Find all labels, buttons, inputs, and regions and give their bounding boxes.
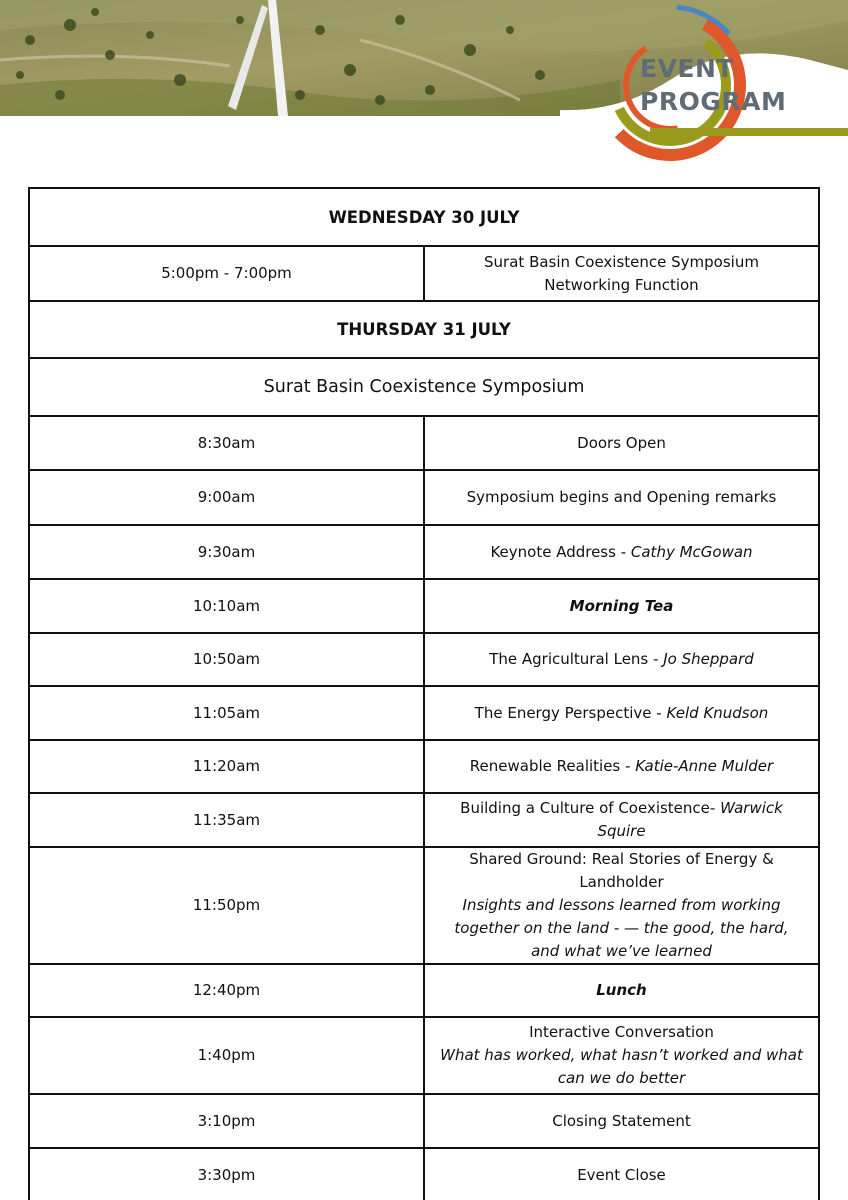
session-title: Interactive Conversation	[529, 1023, 714, 1041]
session-time: 9:30am	[29, 525, 424, 579]
session-cell	[424, 793, 819, 847]
session-time: 10:50am	[29, 633, 424, 686]
table-row	[29, 470, 819, 525]
session-title: Closing Statement	[424, 1094, 819, 1148]
session-time: 9:00am	[29, 470, 424, 525]
session-title: Surat Basin Coexistence Symposium Networking Function	[424, 246, 819, 301]
day-heading: WEDNESDAY 30 JULY	[29, 188, 819, 246]
session-title: Keynote Address -	[490, 542, 631, 561]
session-title: Event Close	[424, 1148, 819, 1200]
table-row	[29, 686, 819, 740]
table-row	[29, 1148, 819, 1200]
session-title: Renewable Realities -	[469, 757, 636, 775]
session-time: 8:30am	[29, 416, 424, 470]
table-row	[29, 246, 819, 301]
program-table	[28, 187, 820, 1200]
day-heading-row	[29, 301, 819, 358]
table-row	[29, 525, 819, 579]
session-title: Shared Ground: Real Stories of Energy & Landholder	[469, 850, 774, 891]
speaker-name: Cathy McGowan	[630, 542, 753, 561]
header-banner	[0, 0, 848, 175]
session-cell	[424, 847, 819, 964]
table-row	[29, 740, 819, 793]
session-title: Doors Open	[424, 416, 819, 470]
session-time: 5:00pm - 7:00pm	[29, 246, 424, 301]
day-heading-row	[29, 188, 819, 246]
session-time: 3:10pm	[29, 1094, 424, 1148]
table-row	[29, 847, 819, 964]
session-cell	[424, 740, 819, 793]
session-time: 3:30pm	[29, 1148, 424, 1200]
title-line-program: PROGRAM	[640, 87, 787, 116]
table-row	[29, 793, 819, 847]
session-title: Symposium begins and Opening remarks	[424, 470, 819, 525]
session-cell	[424, 1017, 819, 1094]
table-row	[29, 964, 819, 1017]
table-row	[29, 416, 819, 470]
session-title: Building a Culture of Coexistence-	[460, 799, 721, 817]
session-title: The Energy Perspective -	[474, 703, 667, 722]
event-subtitle: Surat Basin Coexistence Symposium	[29, 358, 819, 416]
session-title: The Agricultural Lens -	[489, 650, 664, 668]
session-time: 11:50pm	[29, 847, 424, 964]
session-description: What has worked, what hasn’t worked and what can we do better	[440, 1046, 803, 1087]
session-time: 12:40pm	[29, 964, 424, 1017]
session-time: 11:35am	[29, 793, 424, 847]
speaker-name: Jo Sheppard	[663, 650, 754, 668]
speaker-name: Warwick Squire	[597, 799, 783, 840]
table-row	[29, 633, 819, 686]
session-cell	[424, 686, 819, 740]
speaker-name: Katie-Anne Mulder	[635, 757, 774, 775]
session-cell	[424, 633, 819, 686]
session-cell	[424, 525, 819, 579]
event-program-logo	[560, 0, 848, 175]
session-title: Morning Tea	[424, 579, 819, 633]
session-time: 11:05am	[29, 686, 424, 740]
table-row	[29, 1094, 819, 1148]
table-row	[29, 1017, 819, 1094]
session-time: 10:10am	[29, 579, 424, 633]
title-line-event: EVENT	[640, 54, 734, 83]
table-row	[29, 579, 819, 633]
session-time: 1:40pm	[29, 1017, 424, 1094]
session-title: Lunch	[424, 964, 819, 1017]
day-heading: THURSDAY 31 JULY	[29, 301, 819, 358]
event-program-title	[640, 52, 786, 118]
event-subtitle-row	[29, 358, 819, 416]
session-description: Insights and lessons learned from working together on the land - — the good, the hard, and what we’ve learned	[454, 896, 789, 960]
speaker-name: Keld Knudson	[666, 703, 769, 722]
session-time: 11:20am	[29, 740, 424, 793]
